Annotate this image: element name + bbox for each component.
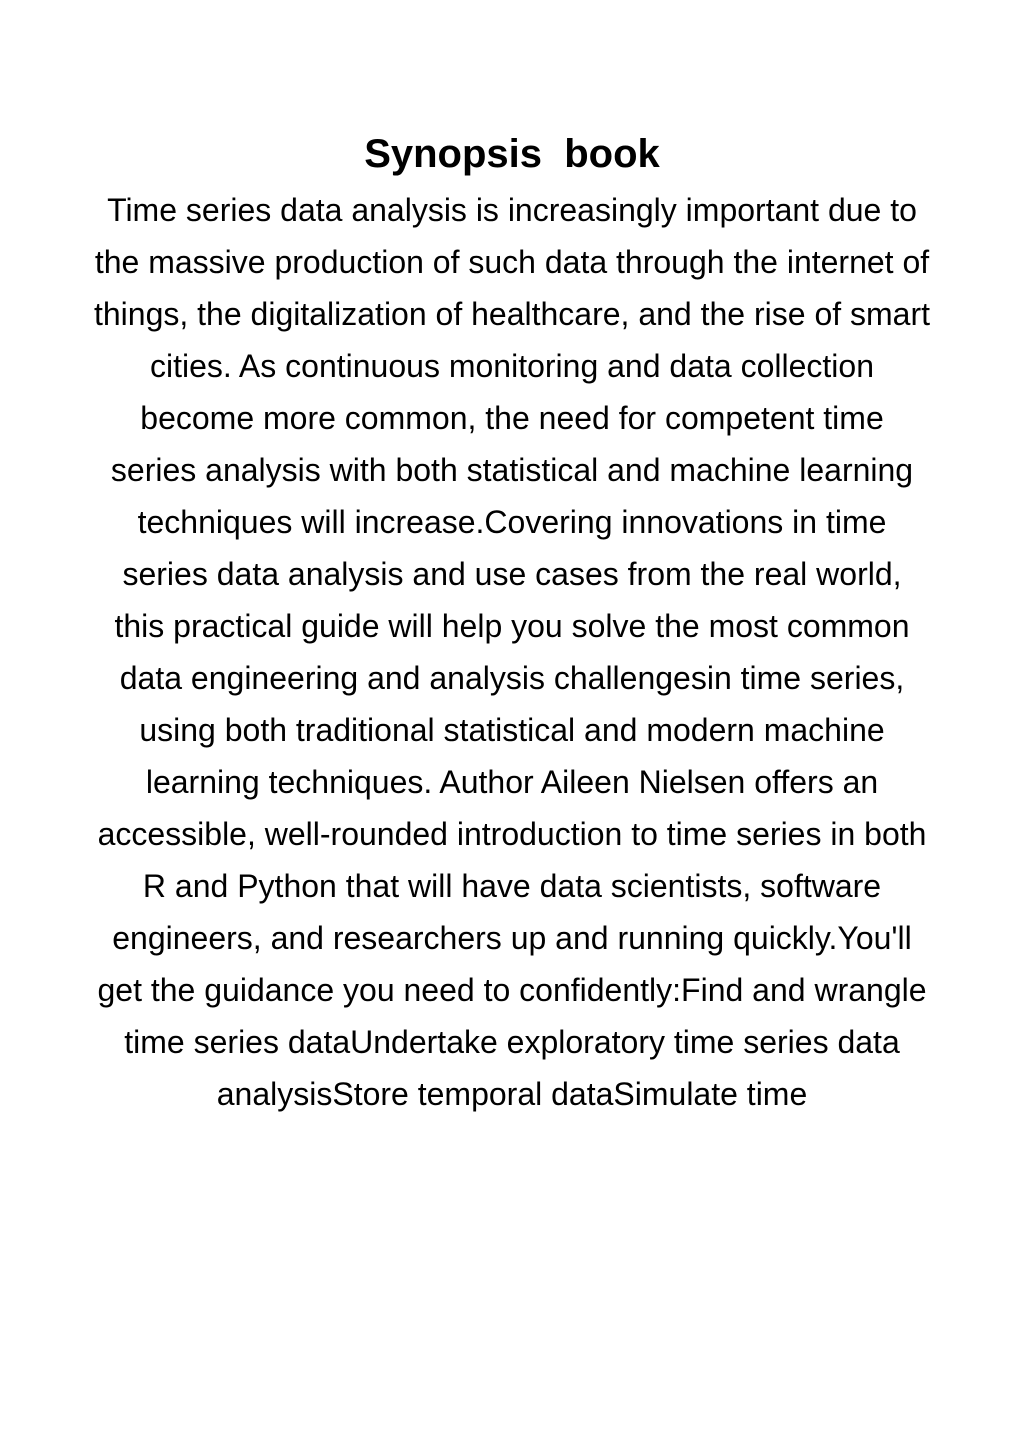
synopsis-line: things, the digitalization of healthcare, and the rise of smart — [93, 296, 931, 332]
synopsis-line: time series dataUndertake exploratory time series data — [124, 1024, 900, 1060]
synopsis-line: cities. As continuous monitoring and data collection — [150, 348, 874, 384]
synopsis-line: techniques will increase.Covering innovations in time — [137, 504, 887, 540]
synopsis-line: this practical guide will help you solve the most common — [114, 608, 910, 644]
synopsis-line: learning techniques. Author Aileen Nielsen offers an — [145, 764, 879, 800]
synopsis-line: become more common, the need for competent time — [140, 400, 884, 436]
synopsis-body — [30, 184, 994, 1120]
synopsis-line: data engineering and analysis challengesin time series, — [119, 660, 905, 696]
synopsis-line: series analysis with both statistical and machine learning — [110, 452, 914, 488]
synopsis-line: the massive production of such data through the internet of — [94, 244, 930, 280]
synopsis-line: get the guidance you need to confidently:Find and wrangle — [97, 972, 927, 1008]
page-title: Synopsis book — [364, 132, 660, 176]
synopsis-line: analysisStore temporal dataSimulate time — [216, 1076, 808, 1112]
synopsis-line: series data analysis and use cases from the real world, — [122, 556, 902, 592]
synopsis-line: accessible, well-rounded introduction to time series in both — [97, 816, 927, 852]
synopsis-line: engineers, and researchers up and running quickly.You'll — [112, 920, 912, 956]
synopsis-line: R and Python that will have data scientists, software — [142, 868, 882, 904]
synopsis-line: Time series data analysis is increasingly important due to — [107, 192, 917, 228]
synopsis-line: using both traditional statistical and modern machine — [139, 712, 885, 748]
